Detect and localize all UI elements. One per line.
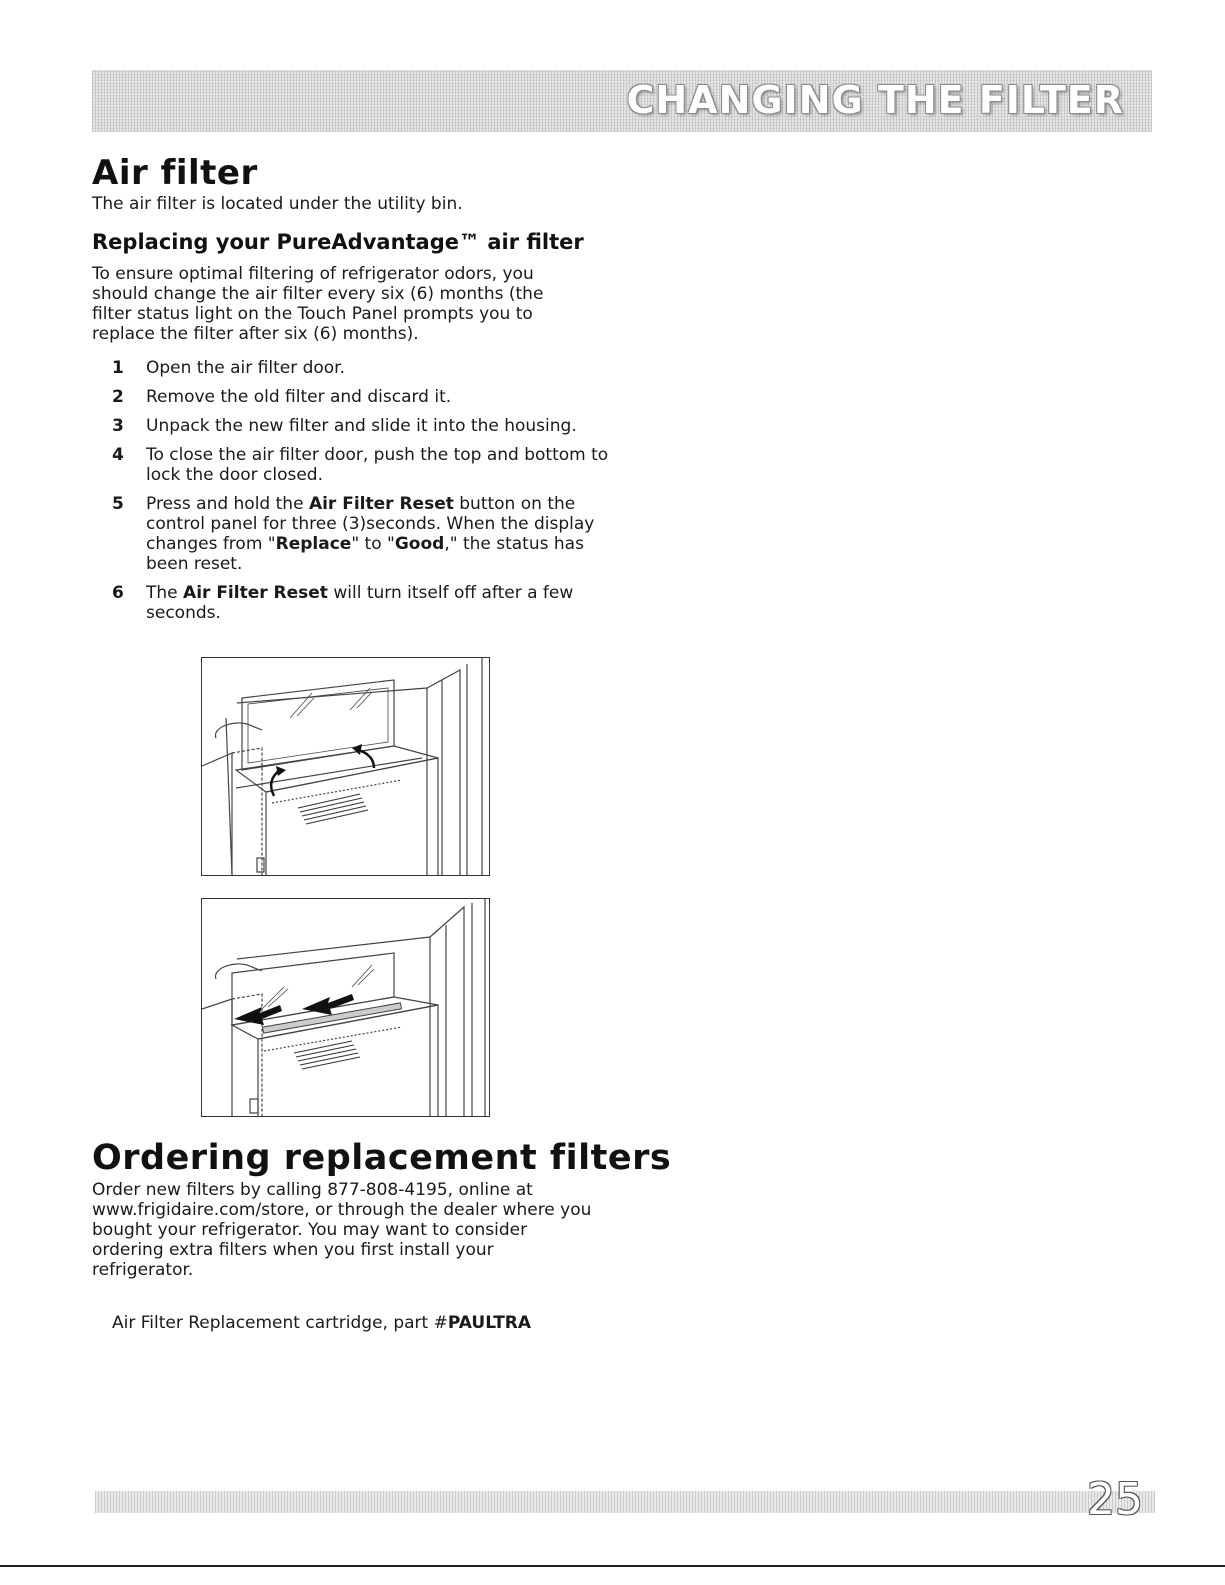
- step-text: Remove the old filter and discard it.: [146, 387, 452, 407]
- illustration-svg: [202, 899, 489, 1116]
- bottom-rule: [0, 1565, 1225, 1567]
- part-number-line: [112, 1313, 531, 1333]
- step-item: [112, 387, 622, 407]
- step-text-part: will turn itself off after a few seconds.: [146, 583, 574, 623]
- steps-list: [112, 358, 622, 632]
- step-text-part: ," the status has been reset.: [146, 534, 584, 574]
- part-number: PAULTRA: [447, 1313, 532, 1333]
- step-item: [112, 494, 622, 574]
- step-item: [112, 416, 622, 436]
- step-number: 6: [112, 583, 124, 603]
- step-number: 1: [112, 358, 124, 378]
- page-section-title: CHANGING THE FILTER: [626, 78, 1124, 122]
- ordering-body: Order new filters by calling 877-808-4195, online at www.frigidaire.com/store, or through the dealer where you bought your refrigerator. You may want to consider ordering extra filters when you first install your refrigerator.: [92, 1180, 592, 1280]
- step-number: 4: [112, 445, 124, 465]
- page-number: 25: [1087, 1474, 1143, 1525]
- step-number: 2: [112, 387, 124, 407]
- step-number: 3: [112, 416, 124, 436]
- step-text-part: button on the control panel for three (3)seconds. When the display changes from ": [146, 494, 595, 554]
- air-filter-intro: The air filter is located under the utility bin.: [92, 194, 463, 214]
- air-filter-reset-label: Air Filter Reset: [183, 583, 328, 603]
- illustration-svg: [202, 658, 489, 875]
- step-text-part: Press and hold the: [146, 494, 309, 514]
- step-text: [146, 494, 622, 574]
- step-text: [146, 583, 622, 623]
- step-item: [112, 583, 622, 623]
- step-item: [112, 445, 622, 485]
- good-status-label: Good: [394, 534, 445, 554]
- step-text-part: The: [146, 583, 184, 603]
- ordering-heading: Ordering replacement filters: [92, 1138, 672, 1178]
- step-text-part: " to ": [351, 534, 395, 554]
- step-text: Unpack the new filter and slide it into the housing.: [146, 416, 577, 436]
- step-number: 5: [112, 494, 124, 514]
- replacing-heading: Replacing your PureAdvantage™ air filter: [92, 230, 584, 254]
- air-filter-heading: Air filter: [92, 153, 258, 193]
- replace-status-label: Replace: [275, 534, 352, 554]
- insert-filter-illustration: [201, 898, 490, 1117]
- replacing-intro: To ensure optimal filtering of refrigerator odors, you should change the air filter every six (6) months (the filter status light on the Touch Panel prompts you to replace the filter after six (6) months).: [92, 264, 544, 344]
- air-filter-reset-label: Air Filter Reset: [308, 494, 454, 514]
- step-text: To close the air filter door, push the top and bottom to lock the door closed.: [146, 445, 609, 485]
- header-band: [92, 70, 1152, 132]
- step-item: [112, 358, 622, 378]
- step-text: Open the air filter door.: [146, 358, 346, 378]
- part-prefix: Air Filter Replacement cartridge, part #: [112, 1313, 448, 1333]
- air-filter-door-open-illustration: [201, 657, 490, 876]
- footer-band: [95, 1491, 1155, 1513]
